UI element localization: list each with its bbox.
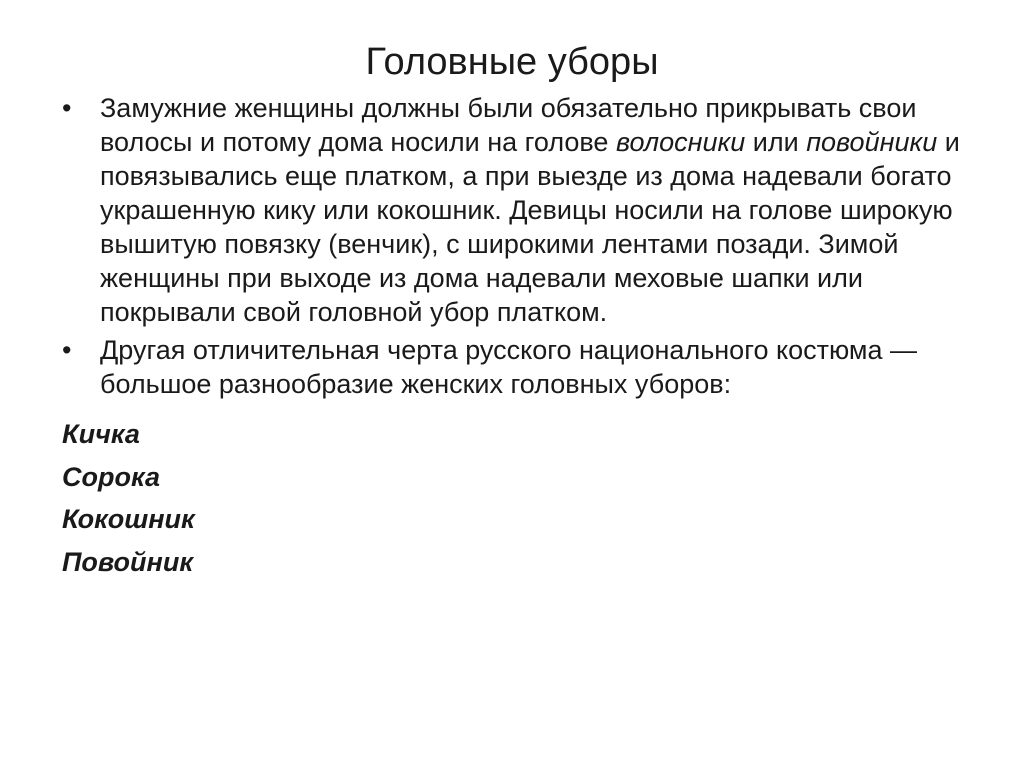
- bullet-list: [62, 91, 962, 401]
- headwear-list: [62, 413, 962, 583]
- headwear-item: Кичка: [62, 419, 140, 449]
- bullet-italic-term: повойники: [806, 127, 938, 157]
- bullet-text-segment: Замужние женщины должны были обязательно прикрывать свои волосы и потому дома носили на голове: [100, 93, 917, 157]
- bullet-icon: •: [62, 335, 72, 365]
- bullet-icon: •: [62, 93, 72, 123]
- bullet-text-segment: или: [745, 127, 807, 157]
- bullet-item: [62, 91, 962, 329]
- headwear-item: Кокошник: [62, 504, 195, 534]
- slide-title: Головные уборы: [365, 41, 659, 83]
- slide-body: [62, 91, 962, 583]
- headwear-item: Повойник: [62, 546, 194, 577]
- bullet-italic-term: волосники: [615, 127, 746, 157]
- bullet-text: Другая отличительная черта русского национального костюма — большое разнообразие женских головных уборов:: [100, 335, 917, 399]
- headwear-item: Сорока: [62, 461, 161, 492]
- bullet-item: [62, 333, 962, 401]
- bullet-text-segment: и повязывались еще платком, а при выезде из дома надевали богато украшенную кику или кокошник. Девицы носили на голове широкую вышитую повязку (венчик), с широкими лентами позади. Зимой женщины при выходе из дома надевали меховые шапки или покрывали свой головной убор платком.: [100, 127, 960, 327]
